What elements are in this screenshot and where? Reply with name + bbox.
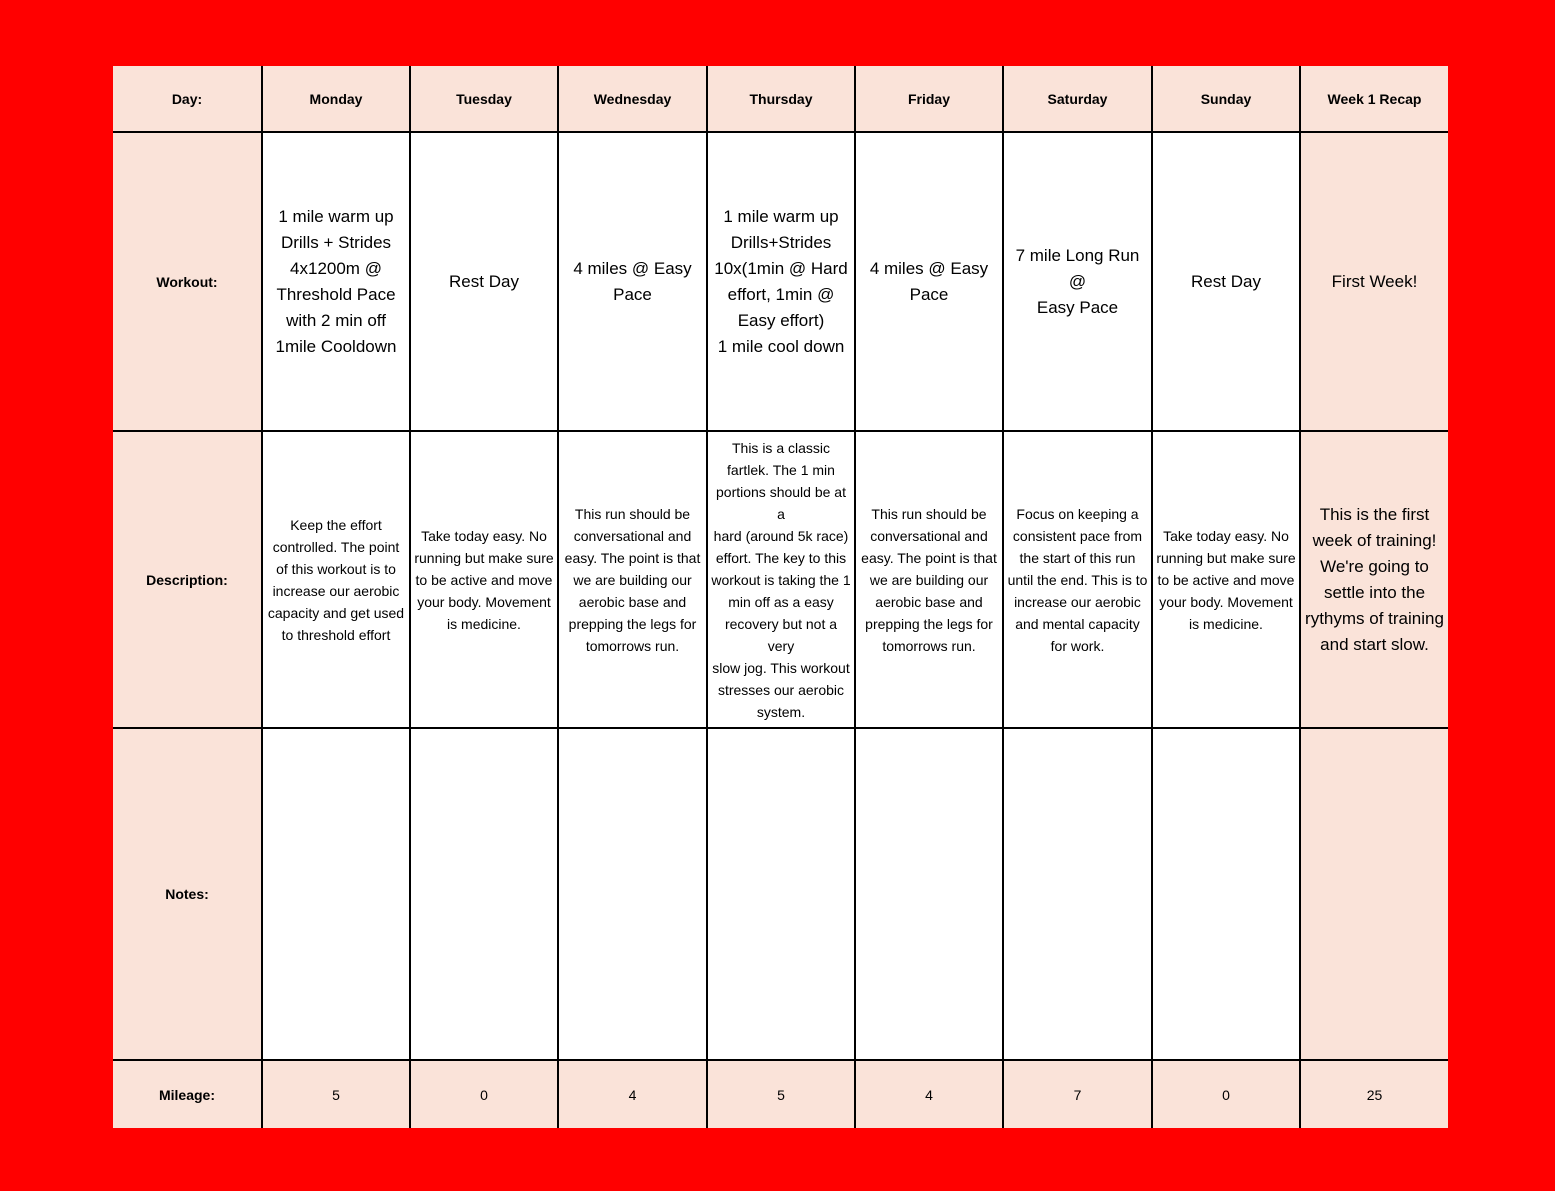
training-plan-table — [113, 66, 1448, 1128]
workout-cell-sunday: Rest Day — [1152, 132, 1300, 431]
mileage-cell-thursday: 5 — [707, 1060, 855, 1128]
description-cell-thursday: This is a classic fartlek. The 1 min portions should be at a hard (around 5k race) effort. The key to this workout is taking the 1 min off as a easy recovery but not a very slow jog. This workout stresses our aerobic system. — [707, 431, 855, 728]
mileage-label: Mileage: — [113, 1060, 262, 1128]
day-header-sunday: Sunday — [1152, 66, 1300, 132]
notes-cell-sunday[interactable] — [1152, 728, 1300, 1060]
notes-cell-tuesday[interactable] — [410, 728, 558, 1060]
workout-cell-tuesday: Rest Day — [410, 132, 558, 431]
workout-cell-saturday: 7 mile Long Run @ Easy Pace — [1003, 132, 1152, 431]
mileage-row — [113, 1060, 1448, 1128]
mileage-cell-recap: 25 — [1300, 1060, 1448, 1128]
mileage-cell-friday: 4 — [855, 1060, 1003, 1128]
description-cell-monday: Keep the effort controlled. The point of this workout is to increase our aerobic capacity and get used to threshold effort — [262, 431, 410, 728]
mileage-cell-wednesday: 4 — [558, 1060, 707, 1128]
mileage-cell-tuesday: 0 — [410, 1060, 558, 1128]
day-header-thursday: Thursday — [707, 66, 855, 132]
description-row — [113, 431, 1448, 728]
notes-cell-friday[interactable] — [855, 728, 1003, 1060]
notes-label: Notes: — [113, 728, 262, 1060]
description-cell-friday: This run should be conversational and easy. The point is that we are building our aerobic base and prepping the legs for tomorrows run. — [855, 431, 1003, 728]
description-cell-recap: This is the first week of training! We're going to settle into the rythyms of training and start slow. — [1300, 431, 1448, 728]
workout-cell-recap: First Week! — [1300, 132, 1448, 431]
day-header-monday: Monday — [262, 66, 410, 132]
mileage-cell-sunday: 0 — [1152, 1060, 1300, 1128]
description-cell-wednesday: This run should be conversational and easy. The point is that we are building our aerobic base and prepping the legs for tomorrows run. — [558, 431, 707, 728]
day-header-friday: Friday — [855, 66, 1003, 132]
day-header-tuesday: Tuesday — [410, 66, 558, 132]
day-header-wednesday: Wednesday — [558, 66, 707, 132]
notes-cell-thursday[interactable] — [707, 728, 855, 1060]
mileage-cell-saturday: 7 — [1003, 1060, 1152, 1128]
notes-cell-saturday[interactable] — [1003, 728, 1152, 1060]
mileage-cell-monday: 5 — [262, 1060, 410, 1128]
day-header-recap: Week 1 Recap — [1300, 66, 1448, 132]
notes-cell-wednesday[interactable] — [558, 728, 707, 1060]
workout-cell-friday: 4 miles @ Easy Pace — [855, 132, 1003, 431]
notes-cell-monday[interactable] — [262, 728, 410, 1060]
description-label: Description: — [113, 431, 262, 728]
day-label: Day: — [113, 66, 262, 132]
training-plan-sheet — [113, 66, 1448, 1128]
notes-cell-recap[interactable] — [1300, 728, 1448, 1060]
day-header-saturday: Saturday — [1003, 66, 1152, 132]
description-cell-saturday: Focus on keeping a consistent pace from the start of this run until the end. This is to increase our aerobic and mental capacity for work. — [1003, 431, 1152, 728]
workout-cell-wednesday: 4 miles @ Easy Pace — [558, 132, 707, 431]
workout-row — [113, 132, 1448, 431]
notes-row — [113, 728, 1448, 1060]
workout-cell-monday: 1 mile warm up Drills + Strides 4x1200m @ Threshold Pace with 2 min off 1mile Cooldown — [262, 132, 410, 431]
description-cell-sunday: Take today easy. No running but make sure to be active and move your body. Movement is medicine. — [1152, 431, 1300, 728]
workout-label: Workout: — [113, 132, 262, 431]
workout-cell-thursday: 1 mile warm up Drills+Strides 10x(1min @ Hard effort, 1min @ Easy effort) 1 mile cool down — [707, 132, 855, 431]
description-cell-tuesday: Take today easy. No running but make sure to be active and move your body. Movement is medicine. — [410, 431, 558, 728]
day-row — [113, 66, 1448, 132]
